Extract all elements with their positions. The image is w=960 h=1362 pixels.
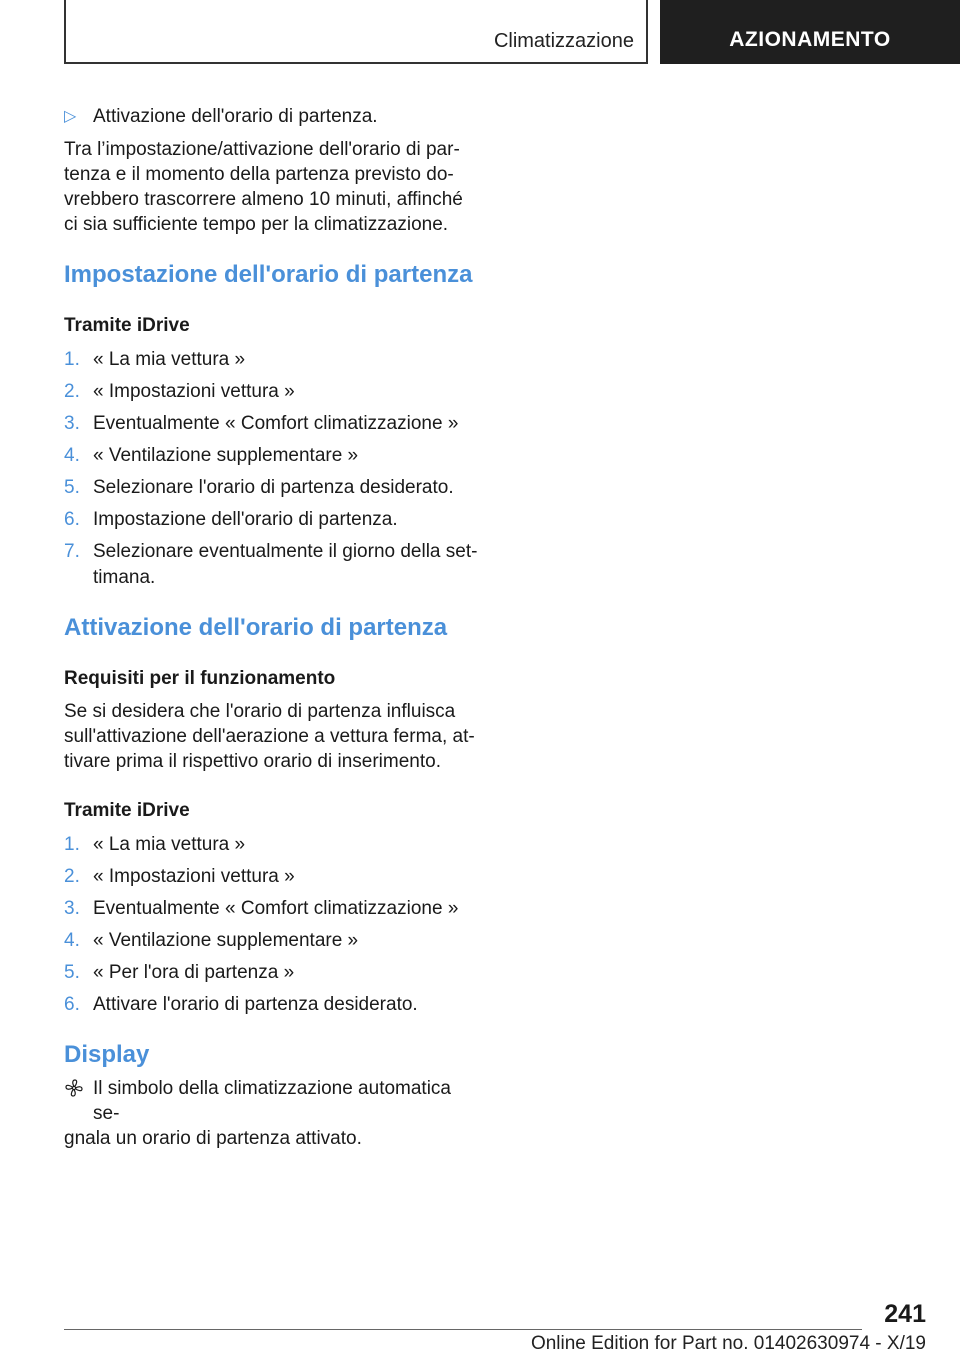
step-text: Selezionare eventualmente il giorno della set- — [93, 541, 478, 562]
subsection-heading: Tramite iDrive — [64, 800, 190, 821]
step-text: Selezionare l'orario di partenza desiderato. — [93, 477, 454, 498]
step-text: « La mia vettura » — [93, 349, 246, 370]
header-section-box — [64, 0, 648, 64]
step-text: Attivare l'orario di partenza desiderato. — [93, 994, 418, 1015]
display-line: Il simbolo della climatizzazione automatica se- — [93, 1078, 451, 1124]
display-paragraph — [64, 1076, 480, 1151]
footer-divider — [64, 1329, 862, 1330]
chapter-title: AZIONAMENTO — [729, 28, 891, 51]
step-number: 4. — [64, 930, 80, 951]
step-text: « Ventilazione supplementare » — [93, 930, 359, 951]
step-text-continued: timana. — [93, 567, 156, 588]
step-text: « Impostazioni vettura » — [93, 381, 295, 402]
step-number: 6. — [64, 994, 80, 1015]
step-number: 2. — [64, 866, 80, 887]
page-number: 241 — [884, 1300, 926, 1328]
intro-line: ci sia sufficiente tempo per la climatizzazione. — [64, 214, 449, 235]
subsection-heading: Requisiti per il funzionamento — [64, 668, 336, 689]
requirements-paragraph — [64, 699, 480, 774]
step-number: 6. — [64, 509, 80, 530]
display-line: gnala un orario di partenza attivato. — [64, 1128, 362, 1149]
section-title: Climatizzazione — [493, 30, 634, 52]
step-text: « Ventilazione supplementare » — [93, 445, 359, 466]
intro-line: vrebbero trascorrere almeno 10 minuti, affinché — [64, 189, 463, 210]
edition-note: Online Edition for Part no. 01402630974 - X/19 — [530, 1333, 926, 1354]
bullet-text: Attivazione dell'orario di partenza. — [93, 106, 378, 127]
step-text: Impostazione dell'orario di partenza. — [93, 509, 398, 530]
triangle-bullet-icon: ▷ — [64, 108, 77, 125]
step-text: « Per l'ora di partenza » — [93, 962, 295, 983]
req-line: Se si desidera che l'orario di partenza influisca — [64, 701, 456, 722]
step-number: 3. — [64, 898, 80, 919]
req-line: sull'attivazione dell'aerazione a vettura ferma, at- — [64, 726, 475, 747]
step-number: 2. — [64, 381, 80, 402]
req-line: tivare prima il rispettivo orario di inserimento. — [64, 751, 441, 772]
step-number: 5. — [64, 477, 80, 498]
list-item — [64, 539, 480, 591]
header-chapter-box — [660, 0, 960, 64]
step-text: « La mia vettura » — [93, 834, 246, 855]
step-number: 3. — [64, 413, 80, 434]
intro-paragraph — [64, 137, 480, 237]
section-heading: Impostazione dell'orario di partenza — [64, 261, 473, 288]
step-text: « Impostazioni vettura » — [93, 866, 295, 887]
step-number: 1. — [64, 834, 80, 855]
step-number: 4. — [64, 445, 80, 466]
step-text: Eventualmente « Comfort climatizzazione » — [93, 898, 459, 919]
intro-line: Tra l’impostazione/attivazione dell'orario di par- — [64, 139, 460, 160]
step-text: Eventualmente « Comfort climatizzazione » — [93, 413, 459, 434]
section-heading: Attivazione dell'orario di partenza — [64, 614, 448, 641]
step-number: 5. — [64, 962, 80, 983]
step-number: 1. — [64, 349, 80, 370]
intro-line: tenza e il momento della partenza previsto do- — [64, 164, 454, 185]
subsection-heading: Tramite iDrive — [64, 315, 190, 336]
step-number: 7. — [64, 541, 80, 562]
section-heading: Display — [64, 1041, 150, 1068]
